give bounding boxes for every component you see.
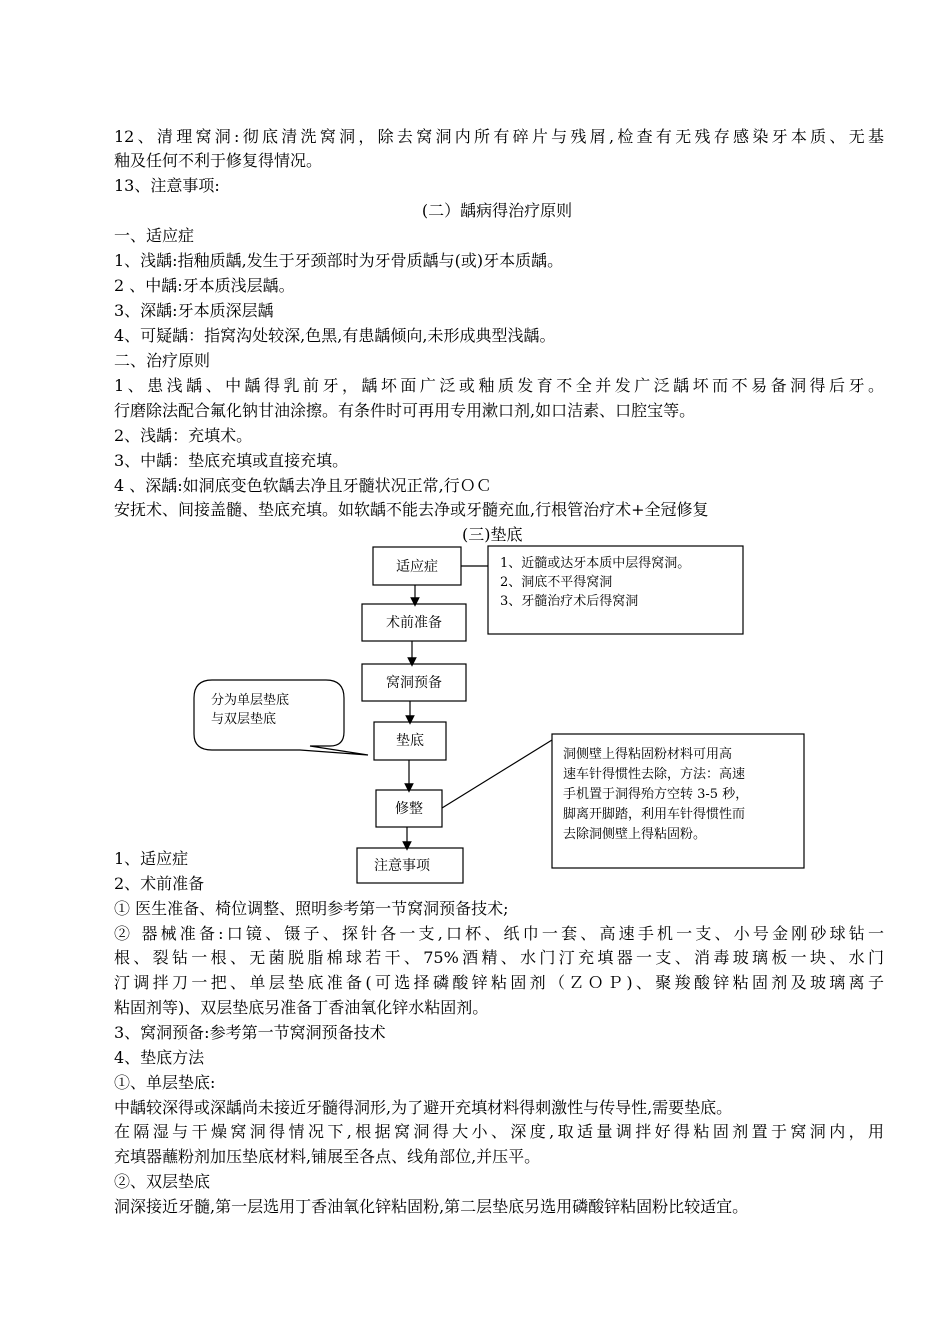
- list-item: 2、术前准备: [114, 874, 205, 893]
- text-line: ①、单层垫底:: [114, 1073, 216, 1092]
- section-title: (二）龋病得治疗原则: [421, 201, 573, 220]
- trim-note-line: 洞侧壁上得粘固粉材料可用高: [563, 747, 733, 762]
- text-line: 根、裂钻一根、无菌脱脂棉球若干、75%酒精、水门汀充填器一支、消毒玻璃板一块、水门: [114, 948, 884, 967]
- flow-step-base: 垫底: [396, 733, 424, 749]
- text-line: ① 医生准备、椅位调整、照明参考第一节窝洞预备技术;: [114, 899, 509, 918]
- flow-step-notes: 注意事项: [374, 858, 430, 874]
- heading: 二、治疗原则: [114, 351, 211, 370]
- text-line: ②、双层垫底: [114, 1172, 211, 1191]
- text-line: 在隔湿与干燥窝洞得情况下,根据窝洞得大小、深度,取适量调拌好得粘固剂置于窝洞内，用: [114, 1122, 884, 1141]
- list-item: 2 、中龋:牙本质浅层龋。: [114, 276, 295, 295]
- callout-line: 与双层垫底: [211, 712, 277, 727]
- text-line: 中龋较深得或深龋尚未接近牙髓得洞形,为了避开充填材料得刺激性与传导性,需要垫底。: [114, 1098, 733, 1117]
- flow-step-indications: 适应症: [396, 559, 438, 575]
- text-line: 充填器蘸粉剂加压垫底材料,铺展至各点、线角部位,并压平。: [114, 1147, 541, 1166]
- flow-connector: [442, 740, 552, 808]
- callout-line: 分为单层垫底: [211, 693, 290, 708]
- text-line: 4 、深龋:如洞底变色软龋去净且牙髓状况正常,行ＯＣ: [114, 476, 492, 495]
- text-line: 1、患浅龋、中龋得乳前牙，龋坏面广泛或釉质发育不全并发广泛龋坏而不易备洞得后牙。: [114, 376, 884, 395]
- text-line: 釉及任何不利于修复得情况。: [114, 151, 323, 170]
- text-line: 2、浅龋：充填术。: [114, 426, 253, 445]
- list-item: 4、可疑龋：指窝沟处较深,色黑,有患龋倾向,未形成典型浅龋。: [114, 326, 556, 345]
- indications-note-line: 1、近髓或达牙本质中层得窝洞。: [500, 556, 691, 571]
- flow-step-preparation: 术前准备: [386, 615, 442, 631]
- indications-note-line: 3、牙髓治疗术后得窝洞: [500, 594, 639, 609]
- text-line: 粘固剂等)、双层垫底另准备丁香油氧化锌水粘固剂。: [114, 998, 489, 1017]
- flow-step-cavity-prep: 窝洞预备: [386, 675, 442, 691]
- text-line: 3、中龋：垫底充填或直接充填。: [114, 451, 349, 470]
- trim-note-line: 手机置于洞得殆方空转 3-5 秒，: [563, 787, 749, 802]
- trim-note-line: 脚离开脚踏，利用车针得惯性而: [563, 807, 746, 822]
- text-line: 行磨除法配合氟化钠甘油涂擦。有条件时可再用专用漱口剂,如口洁素、口腔宝等。: [114, 401, 696, 420]
- trim-note-line: 去除洞侧壁上得粘固粉。: [563, 827, 707, 842]
- text-line: 安抚术、间接盖髓、垫底充填。如软龋不能去净或牙髓充血,行根管治疗术+全冠修复: [114, 500, 709, 519]
- list-item: 3、窝洞预备:参考第一节窝洞预备技术: [114, 1023, 386, 1042]
- list-item: 4、垫底方法: [114, 1048, 205, 1067]
- indications-note-line: 2、洞底不平得窝洞: [500, 575, 613, 590]
- list-item: 1、浅龋:指釉质龋,发生于牙颈部时为牙骨质龋与(或)牙本质龋。: [114, 251, 564, 270]
- text-line: 13、注意事项:: [114, 176, 220, 195]
- text-line: ② 器械准备:口镜、镊子、探针各一支,口杯、纸巾一套、高速手机一支、小号金刚砂球钻一: [114, 924, 884, 943]
- flow-step-trim: 修整: [395, 801, 423, 817]
- list-item: 3、深龋:牙本质深层龋: [114, 301, 274, 320]
- text-line: 汀调拌刀一把、单层垫底准备(可选择磷酸锌粘固剂（ＺＯＰ)、聚羧酸锌粘固剂及玻璃离子: [114, 973, 884, 992]
- section-title: (三)垫底: [462, 525, 523, 544]
- text-line: 12、清理窝洞:彻底清洗窝洞，除去窝洞内所有碎片与残屑,检查有无残存感染牙本质、无基: [114, 127, 884, 146]
- list-item: 1、适应症: [114, 849, 189, 868]
- text-line: 洞深接近牙髓,第一层选用丁香油氧化锌粘固粉,第二层垫底另选用磷酸锌粘固粉比较适宜。: [114, 1197, 749, 1216]
- heading: 一、适应症: [114, 226, 195, 245]
- trim-note-line: 速车针得惯性去除，方法：高速: [563, 767, 746, 782]
